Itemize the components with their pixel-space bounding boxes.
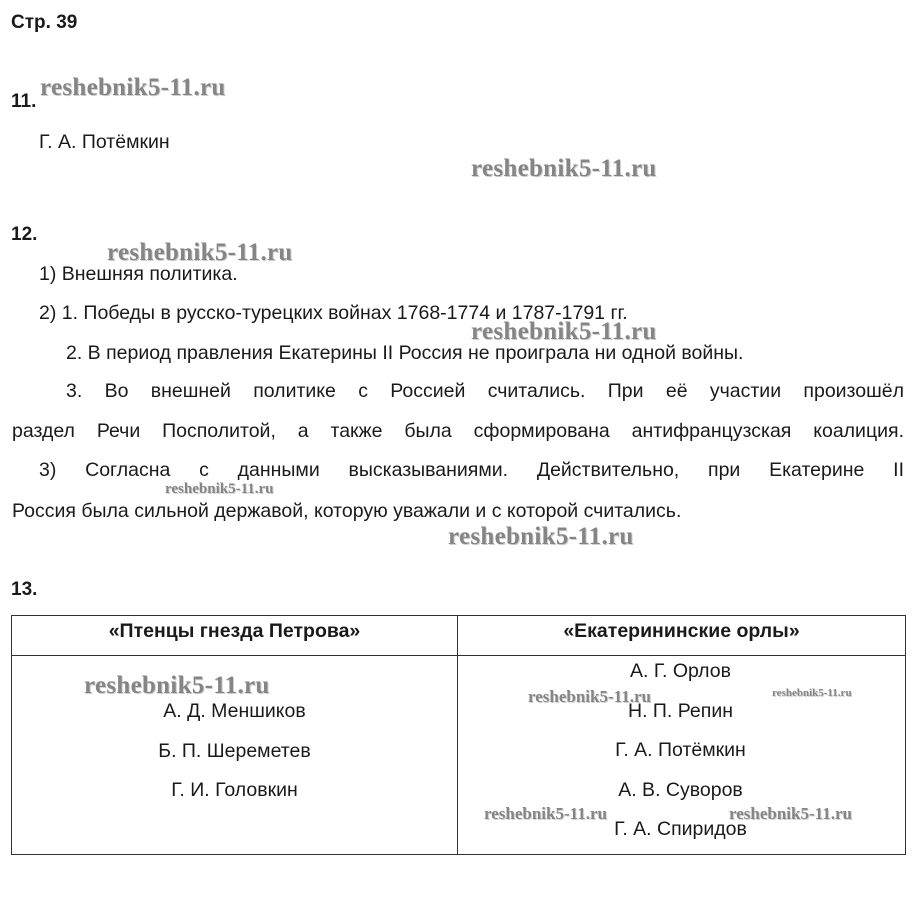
list-item: Н. П. Репин [628,699,733,722]
list-item: А. В. Суворов [618,778,743,801]
watermark: reshebnik5-11.ru [84,672,270,699]
question-12-point-2-item-1: 2) 1. Победы в русско-турецких войнах 1768-1774 и 1787-1791 гг. [39,302,628,324]
list-item: Г. И. Головкин [171,779,298,801]
watermark: reshebnik5-11.ru [40,74,226,101]
watermark: reshebnik5-11.ru [471,318,657,345]
watermark: reshebnik5-11.ru [448,523,634,550]
question-12-number: 12. [11,224,38,245]
table-header-petrine: «Птенцы гнезда Петрова» [12,616,458,656]
question-13-number: 13. [11,579,38,600]
list-item: Г. А. Потёмкин [615,739,746,761]
watermark: reshebnik5-11.ru [772,687,852,699]
watermark: reshebnik5-11.ru [165,481,274,497]
question-12-point-1: 1) Внешняя политика. [39,263,238,285]
question-12-point-2-item-2: 2. В период правления Екатерины II Россия не проиграла ни одной войны. [66,342,744,364]
question-11-answer: Г. А. Потёмкин [39,131,170,153]
question-12-point-3-line-1: 3) Согласна с данными высказываниями. Действительно, при Екатерине II [39,459,904,481]
watermark: reshebnik5-11.ru [528,687,651,706]
question-12-point-3-line-2: Россия была сильной державой, которую уважали и с которой считались. [12,500,682,522]
table-header-catherine: «Екатерининские орлы» [458,616,906,656]
watermark: reshebnik5-11.ru [471,155,657,182]
list-item: А. Г. Орлов [629,660,731,682]
petrine-list [12,699,457,818]
watermark: reshebnik5-11.ru [484,804,607,823]
question-12-point-2-item-3-line-1: 3. Во внешней политике с Россией считались. При её участии произошёл [66,380,904,402]
watermark: reshebnik5-11.ru [729,804,852,823]
table-cell-catherine [458,656,906,855]
page-label: Стр. 39 [11,12,78,33]
list-item: Г. А. Спиридов [614,818,747,840]
list-item: А. Д. Меншиков [163,700,306,722]
watermark: reshebnik5-11.ru [107,239,293,266]
question-12-point-2-item-3-line-2: раздел Речи Посполитой, а также была сформирована антифранцузская коалиция. [12,420,904,442]
list-item: Б. П. Шереметев [158,739,311,762]
question-11-number: 11. [11,91,37,112]
